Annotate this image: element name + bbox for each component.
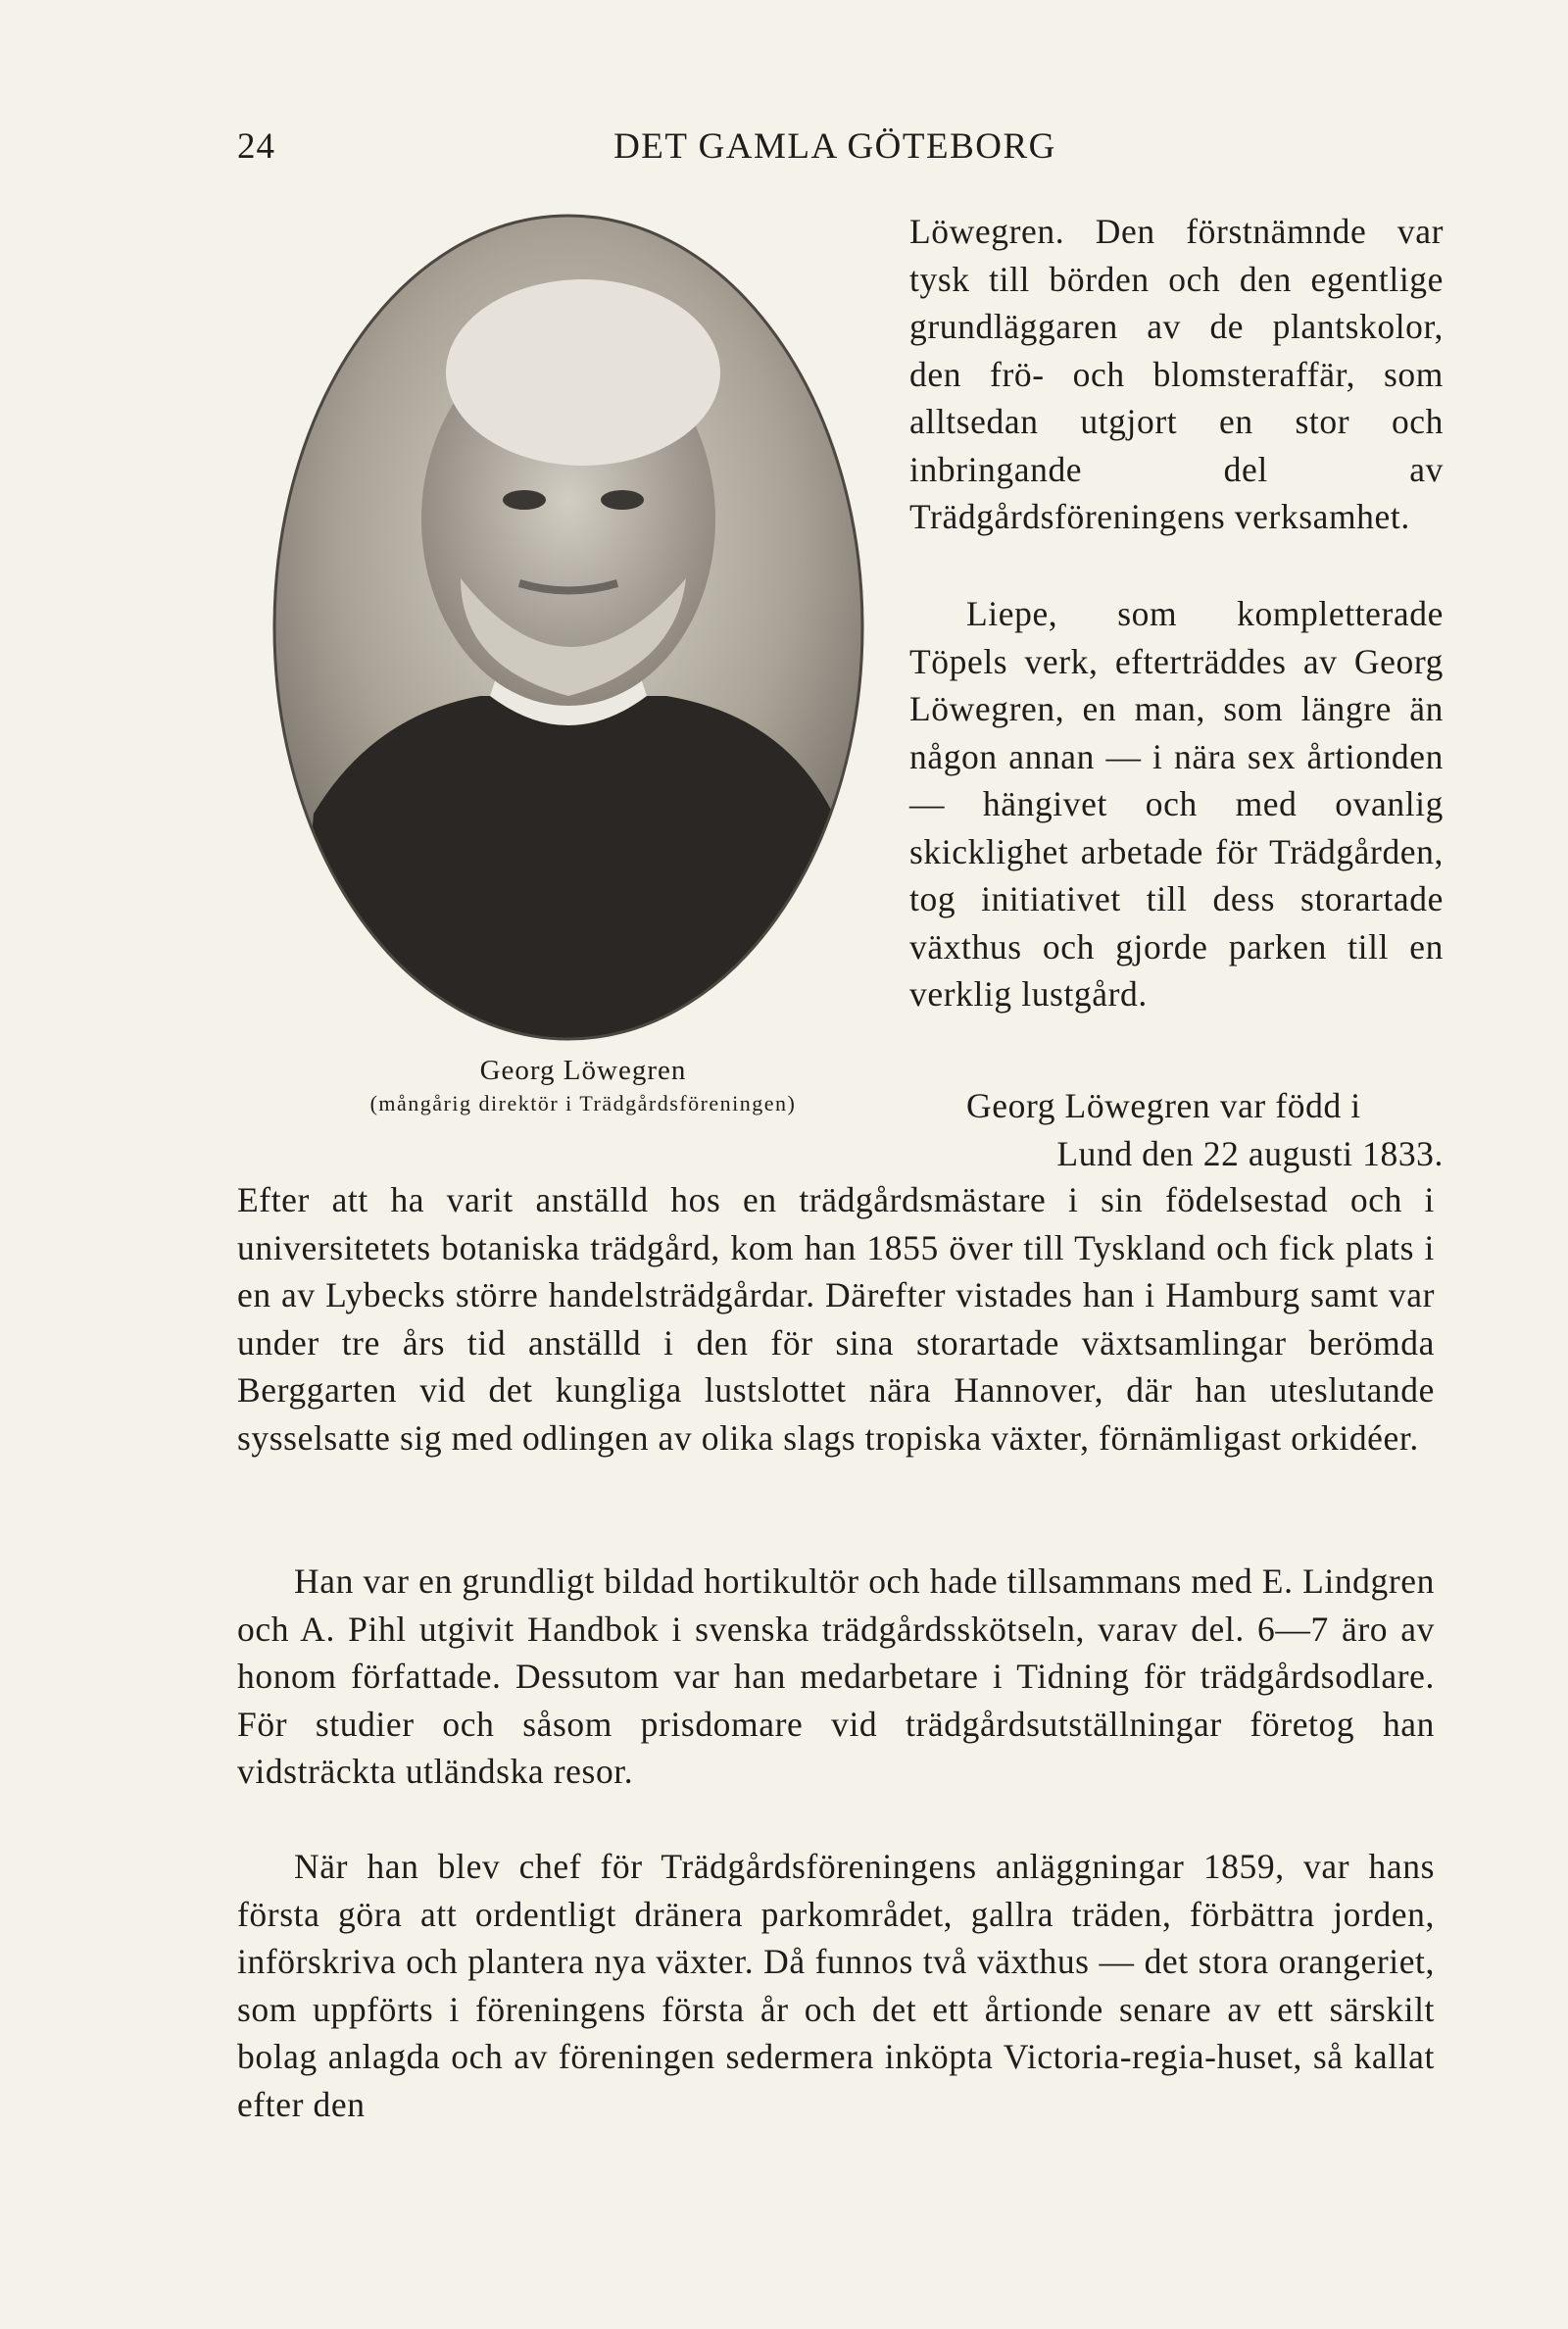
paragraph-3-line-1: Georg Löwegren var född i (966, 1086, 1361, 1125)
portrait-figure (294, 206, 882, 1108)
figure-caption (294, 1054, 872, 1120)
paragraph-4: Efter att ha varit anställd hos en trädgårdsmästare i sin födelsestad och i universitetets botaniska trädgård, kom han 1855 över till Tyskland och fick plats i en av Lybecks större handelsträdgårdar. Därefter vistades han i Hamburg samt var under tre års tid anställd i den för sina storartade växtsamlingar berömda Berggarten vid det kungliga lustslottet nära Hannover, där han uteslutande sysselsatte sig med odlingen av olika slags tropiska växter, förnämligast orkidéer. (237, 1180, 1435, 1458)
page-header (237, 125, 1433, 174)
paragraph-5: Han var en grundligt bildad hortikultör och hade tillsammans med E. Lindgren och A. Pihl utgivit Handbok i svenska trädgårdsskötseln, varav del. 6—7 äro av honom författade. Dessutom var han medarbetare i Tidning för trädgårdsodlare. För studier och såsom prisdomare vid trädgårdsutställningar företog han vidsträckta utländska resor. (237, 1561, 1435, 1791)
paragraph-3 (909, 1082, 1444, 1177)
portrait-photograph-icon (255, 206, 882, 1049)
paragraph-1: Löwegren. Den förstnämnde var tysk till börden och den egentlige grundläggaren av de plantskolor, den frö- och blomsteraffär, som alltsedan utgjort en stor och inbringande del av Trädgårdsföreningens verksamhet. (909, 212, 1444, 536)
paragraph-6: När han blev chef för Trädgårdsföreningens anläggningar 1859, var hans första göra att ordentligt dränera parkområdet, gallra träden, förbättra jorden, införskriva och plantera nya växter. Då funnos två växthus — det stora orangeriet, som uppförts i föreningens första år och det ett årtionde senare av ett särskilt bolag anlagda och av föreningen sedermera inköpta Victoria-regia-huset, så kallat efter den (237, 1847, 1435, 2124)
running-title: DET GAMLA GÖTEBORG (613, 126, 1056, 167)
paragraph-3-line-2: Lund den 22 augusti 1833. (1056, 1133, 1444, 1173)
caption-name: Georg Löwegren (479, 1055, 687, 1086)
paragraph-2: Liepe, som kompletterade Töpels verk, efterträddes av Georg Löwegren, en man, som längre än någon annan — i nära sex årtionden — hängivet och med ovanlig skicklighet arbetade för Trädgården, tog initiativet till dess storartade växthus och gjorde parken till en verklig lustgård. (909, 594, 1444, 1014)
page-number: 24 (237, 126, 275, 167)
caption-role: (mångårig direktör i Trädgårdsföreningen) (369, 1091, 797, 1115)
